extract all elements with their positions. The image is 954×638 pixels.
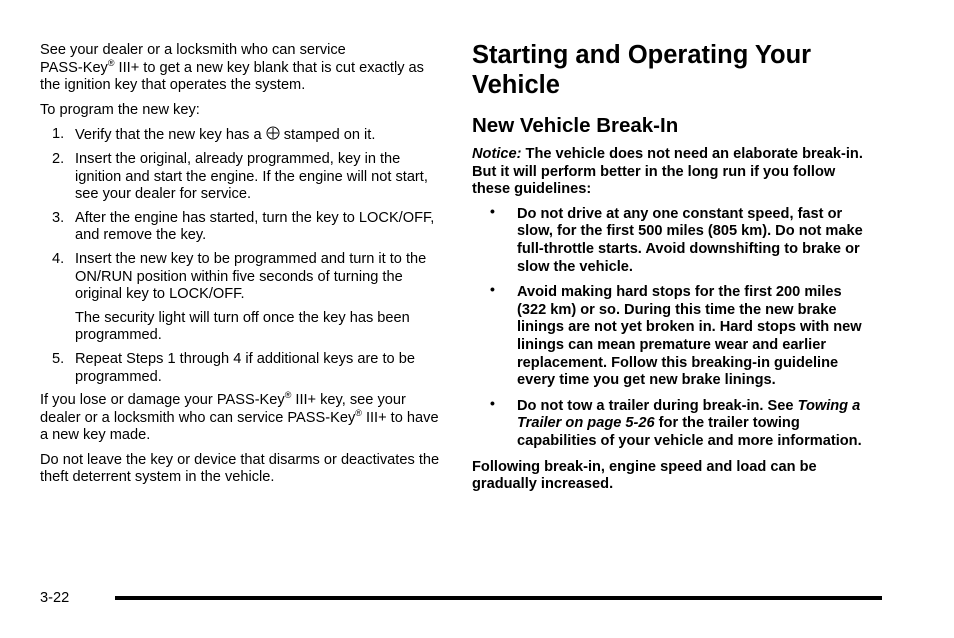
registered-mark: ®	[284, 390, 292, 401]
lost-text-1: If you lose or damage your PASS-Key	[40, 392, 285, 409]
program-intro: To program the new key:	[40, 101, 200, 118]
bullet-icon: •	[490, 394, 495, 411]
right-column	[472, 40, 872, 501]
step-text: Verify that the new key has a	[75, 127, 262, 144]
guideline-item	[472, 281, 872, 390]
notice-paragraph	[472, 146, 872, 199]
step-1	[40, 126, 440, 145]
guideline-text: Do not drive at any one constant speed, fast or slow, for the first 500 miles (805 km). Do not make full-throttle starts. Avoid downshifting to brake or slow the vehicle.	[517, 205, 863, 275]
warning-paragraph: Do not leave the key or device that disarms or deactivates the theft deterrent system in the vehicle.	[40, 451, 440, 486]
registered-mark: ®	[107, 57, 115, 68]
step-text: After the engine has started, turn the key to LOCK/OFF, and remove the key.	[75, 209, 435, 244]
step-text: stamped on it.	[283, 127, 376, 144]
lost-key-paragraph	[40, 392, 440, 445]
step-number: 2.	[52, 150, 65, 167]
notice-text: The vehicle does not need an elaborate break-in. But it will perform better in the long run if you follow these guidelines:	[472, 146, 863, 198]
step-text: Insert the new key to be programmed and turn it to the ON/RUN position within five seconds of turning the original key to LOCK/OFF.	[75, 250, 427, 303]
programming-steps	[40, 126, 440, 386]
step-text: Insert the original, already programmed, key in the ignition and start the engine. If the engine will not start, see your dealer for service.	[75, 150, 428, 203]
step-4	[40, 251, 440, 345]
guideline-item	[472, 202, 872, 276]
intro-paragraph	[40, 42, 440, 95]
section-title: Starting and Operating Your Vehicle	[472, 41, 812, 99]
lost-text-2: III+ key, see your dealer or a locksmith who can service PASS-Key	[40, 392, 406, 426]
guideline-text: for the trailer towing capabilities of your vehicle and more information.	[517, 415, 862, 449]
lost-text-3: III+ to have a new key made.	[40, 409, 439, 444]
notice-label: Notice:	[472, 146, 522, 162]
left-column	[40, 42, 440, 494]
step-text: Repeat Steps 1 through 4 if additional keys are to be programmed.	[75, 350, 415, 385]
step-note: The security light will turn off once the key has been programmed.	[75, 309, 410, 344]
step-3	[40, 210, 440, 245]
step-number: 4.	[52, 250, 65, 267]
page-number: 3-22	[40, 590, 70, 606]
registered-mark: ®	[355, 407, 362, 418]
footer-rule	[115, 596, 882, 600]
intro-text-1: See your dealer or a locksmith who can service	[40, 42, 346, 58]
step-number: 3.	[52, 209, 65, 226]
guideline-text: Do not tow a trailer during break-in. See	[517, 397, 798, 414]
step-number: 5.	[52, 350, 65, 367]
towing-reference-link[interactable]: Towing a Trailer on page 5-26	[517, 397, 861, 432]
break-in-guidelines	[472, 202, 872, 451]
step-5	[40, 351, 440, 386]
intro-text-2: PASS-Key	[40, 59, 108, 76]
bullet-icon: •	[490, 202, 495, 219]
intro-text-3: III+ to get a new key blank that is cut exactly as the ignition key that operates the system.	[40, 59, 424, 94]
step-number: 1.	[52, 126, 65, 143]
bullet-icon: •	[490, 281, 495, 298]
guideline-text: Avoid making hard stops for the first 200 miles (322 km) or so. During this time the new brake linings are not yet broken in. Hard stops with new linings can mean premature wear and earlier replacement. Follow this breaking-in guideline every time you get new brake linings.	[517, 284, 862, 389]
key-stamp-icon	[266, 126, 280, 140]
step-2	[40, 151, 440, 204]
closing-paragraph: Following break-in, engine speed and load can be gradually increased.	[472, 458, 817, 493]
subsection-title: New Vehicle Break-In	[472, 114, 679, 137]
guideline-item	[472, 394, 872, 451]
